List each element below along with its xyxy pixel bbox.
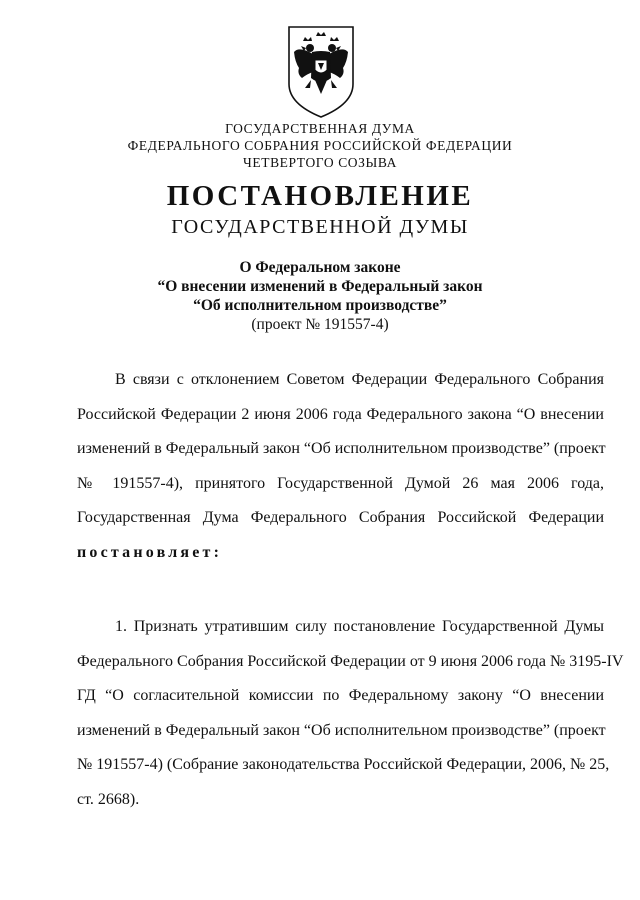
header-line-2: ФЕДЕРАЛЬНОГО СОБРАНИЯ РОССИЙСКОЙ ФЕДЕРАЦИИ xyxy=(127,138,513,153)
header-line-3: ЧЕТВЕРТОГО СОЗЫВА xyxy=(243,155,397,170)
item-1-paragraph xyxy=(77,617,624,824)
item-1-line: изменений в Федеральный закон “Об исполнительном производстве” (проект xyxy=(77,721,606,739)
document-issuer-subtitle: ГОСУДАРСТВЕННОЙ ДУМЫ xyxy=(171,216,469,238)
preamble-line: В связи с отклонением Советом Федерации Федерального Собрания xyxy=(115,371,604,388)
subject-line-1: О Федеральном законе xyxy=(239,259,401,276)
item-1-line: ГД “О согласительной комиссии по Федеральному закону “О внесении xyxy=(77,687,604,704)
preamble-paragraph xyxy=(77,370,604,577)
state-emblem xyxy=(285,24,357,120)
preamble-line: № 191557-4), принятого Государственной Думой 26 мая 2006 года, xyxy=(77,474,604,492)
subject-line-2: “О внесении изменений в Федеральный закон xyxy=(157,278,483,295)
preamble-line: Российской Федерации 2 июня 2006 года Федерального закона “О внесении xyxy=(77,405,604,423)
item-1-line: № 191557-4) (Собрание законодательства Российской Федерации, 2006, № 25, xyxy=(77,756,610,773)
document-subject xyxy=(0,258,640,335)
subject-bill-number: (проект № 191557-4) xyxy=(251,316,389,333)
preamble-line: изменений в Федеральный закон “Об исполнительном производстве” (проект xyxy=(77,440,606,457)
item-1-line: ст. 2668). xyxy=(77,790,140,808)
document-type-title: ПОСТАНОВЛЕНИЕ xyxy=(166,180,474,212)
decree-word: постановляет: xyxy=(77,543,223,561)
issuer-header xyxy=(0,120,640,171)
item-1-line: Федерального Собрания Российской Федерации от 9 июня 2006 года № 3195-IV xyxy=(77,652,624,670)
item-1-line: 1. Признать утратившим силу постановление Государственной Думы xyxy=(115,618,604,635)
header-line-1: ГОСУДАРСТВЕННАЯ ДУМА xyxy=(225,121,415,136)
preamble-line: Государственная Дума Федерального Собрания Российской Федерации xyxy=(77,509,604,526)
subject-line-3: “Об исполнительном производстве” xyxy=(193,297,447,314)
